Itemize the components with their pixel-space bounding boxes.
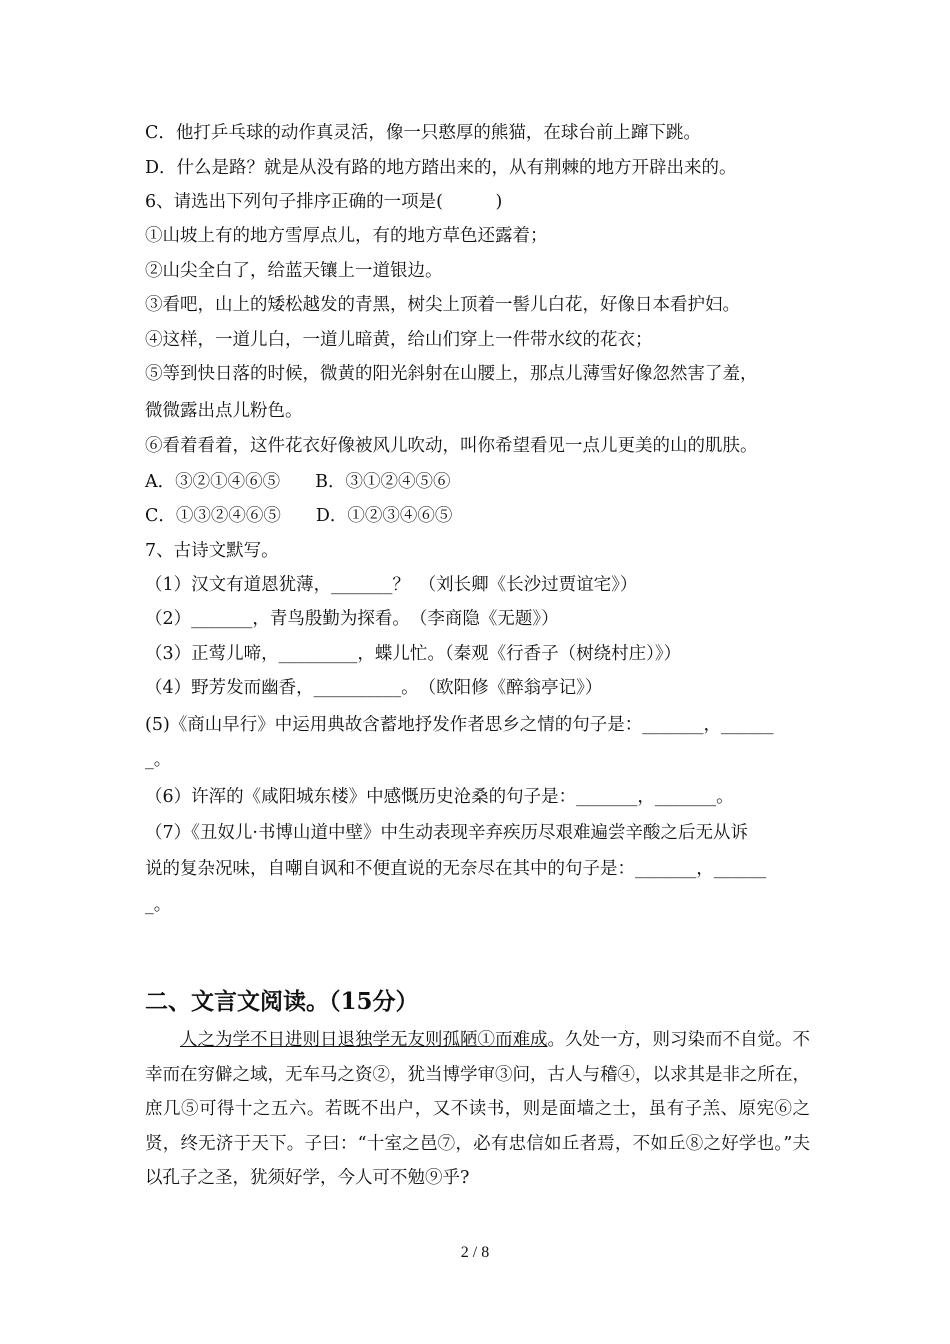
poem-item-3: （3）正莺儿啼，_________，蝶儿忙。（秦观《行香子（树绕村庄）》） [145,644,682,664]
poem-item-5-continued: _。 [145,750,172,770]
option-c-line: C．他打乒乓球的动作真灵活，像一只憨厚的熊猫，在球台前上蹿下跳。 [145,123,701,143]
poem-item-2: （2）_______，青鸟殷勤为探看。 （李商隐《无题》） [145,609,559,629]
sentence-5: ⑤等到快日落的时候，微黄的阳光斜射在山腰上，那点儿薄雪好像忽然害了羞， [145,364,758,384]
sentence-3: ③看吧，山上的矮松越发的青黑，树尖上顶着一髻儿白花，好像日本看护妇。 [145,295,740,315]
classical-passage [145,1023,810,1196]
page-number: 2 / 8 [460,1244,490,1261]
poem-item-1: （1）汉文有道恩犹薄，_______？ （刘长卿《长沙过贾谊宅》） [145,575,638,595]
question-6-prompt: 6、请选出下列句子排序正确的一项是( ) [145,192,503,212]
sentence-6: ⑥看着看着，这件花衣好像被风儿吹动，叫你希望看见一点儿更美的山的肌肤。 [145,436,758,456]
section-title: 二、文言文阅读。（15分） [145,988,419,1015]
sentence-1: ①山坡上有的地方雪厚点儿，有的地方草色还露着； [145,226,548,246]
poem-item-5: (5)《商山早行》中运用典故含蓄地抒发作者思乡之情的句子是：_______，______ [145,715,774,735]
poem-item-7-continued: 说的复杂况味，自嘲自讽和不便直说的无奈尽在其中的句子是：_______，______ [145,859,767,879]
passage-text: 。久处一方，则习染而不自觉。不幸而在穷僻之域，无车马之资②，犹当博学审③问，古人与稽④，以求其是非之所在，庶几⑤可得十之五六。若既不出户，又不读书，则是面墙之士，虽有子羔、原宪⑥之贤，终无济于天下。子曰：“十室之邑⑦，必有忠信如丘者焉，不如丘⑧之好学也。”夫以孔子之圣，犹须好学，今人可不勉⑨乎? [145,1030,810,1188]
poem-item-7-end: _。 [145,895,172,915]
sentence-2: ②山尖全白了，给蓝天镶上一道银边。 [145,261,443,281]
options-a-b: A．③②①④⑥⑤ B．③①②④⑤⑥ [145,472,451,492]
sentence-5-continued: 微微露出点儿粉色。 [145,401,303,421]
sentence-4: ④这样，一道儿白，一道儿暗黄，给山们穿上一件带水纹的花衣； [145,330,653,350]
question-7-prompt: 7、古诗文默写。 [145,541,279,561]
options-c-d: C．①③②④⑥⑤ D．①②③④⑥⑤ [145,506,453,526]
poem-item-4: （4）野芳发而幽香，__________。 （欧阳修《醉翁亭记》） [145,678,603,698]
poem-item-7: （7）《丑奴儿·书博山道中壁》中生动表现辛弃疾历尽艰难遍尝辛酸之后无从诉 [145,823,748,843]
underlined-sentence: 人之为学不日进则日退独学无友则孤陋①而难成 [180,1030,548,1050]
poem-item-6: （6）许浑的《咸阳城东楼》中感慨历史沧桑的句子是：_______，_______。 [145,787,734,807]
option-d-line: D．什么是路？就是从没有路的地方踏出来的，从有荆棘的地方开辟出来的。 [145,158,737,178]
